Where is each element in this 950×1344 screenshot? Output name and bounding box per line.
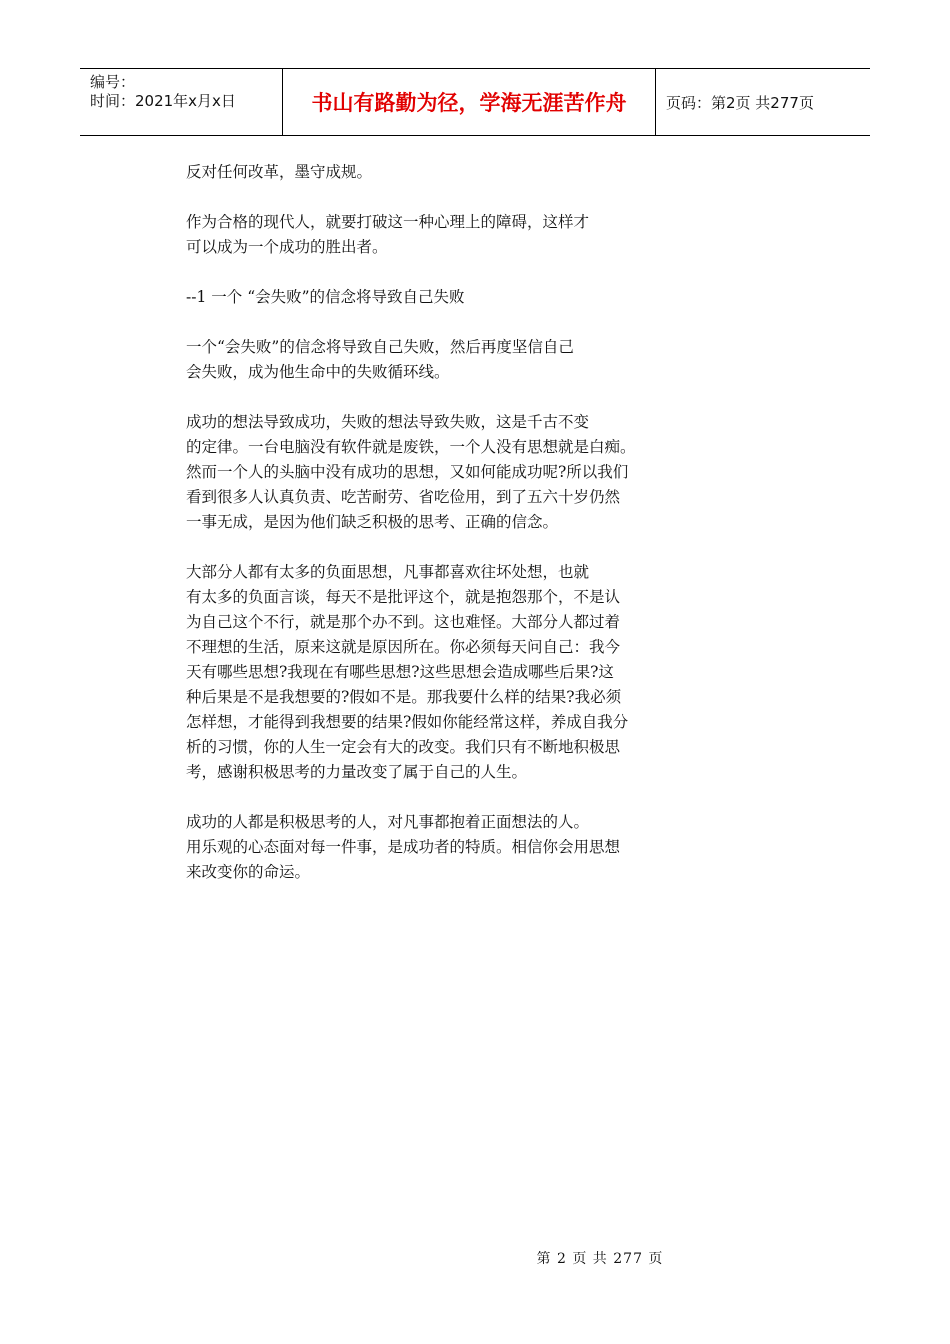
document-date-label: 时间：2021年x月x日	[90, 92, 236, 110]
paragraph-line: 可以成为一个成功的胜出者。	[186, 238, 388, 256]
paragraph-line: 成功的人都是积极思考的人，对凡事都抱着正面想法的人。	[186, 813, 590, 831]
paragraph-line: 成功的想法导致成功，失败的想法导致失败，这是千古不变	[186, 413, 590, 431]
header-meta-cell	[80, 69, 282, 135]
document-body	[186, 160, 676, 910]
document-number-label: 编号：	[90, 73, 136, 91]
paragraph-line: 为自己这个不行，就是那个办不到。这也难怪。大部分人都过着	[186, 613, 621, 631]
paragraph-line: --1 一个 “会失败”的信念将导致自己失败	[186, 288, 465, 306]
header-motto: 书山有路勤为径，学海无涯苦作舟	[311, 91, 627, 115]
paragraph-line: 怎样想，才能得到我想要的结果?假如你能经常这样，养成自我分	[186, 713, 629, 731]
body-paragraph	[186, 335, 676, 385]
paragraph-line: 有太多的负面言谈，每天不是批评这个，就是抱怨那个，不是认	[186, 588, 621, 606]
paragraph-line: 种后果是不是我想要的?假如不是。那我要什么样的结果?我必须	[186, 688, 622, 706]
paragraph-line: 析的习惯，你的人生一定会有大的改变。我们只有不断地积极思	[186, 738, 621, 756]
paragraph-line: 一个“会失败”的信念将导致自己失败，然后再度坚信自己	[186, 338, 574, 356]
body-paragraph	[186, 210, 676, 260]
paragraph-line: 的定律。一台电脑没有软件就是废铁，一个人没有思想就是白痴。	[186, 438, 636, 456]
paragraph-line: 看到很多人认真负责、吃苦耐劳、省吃俭用，到了五六十岁仍然	[186, 488, 621, 506]
header-page-info: 页码：第2页 共277页	[666, 93, 814, 112]
body-paragraph	[186, 560, 676, 785]
paragraph-line: 天有哪些思想?我现在有哪些思想?这些思想会造成哪些后果?这	[186, 663, 614, 681]
document-header	[80, 68, 870, 136]
paragraph-line: 来改变你的命运。	[186, 863, 311, 881]
page-footer: 第 2 页 共 277 页	[536, 1251, 664, 1267]
body-paragraph	[186, 810, 676, 885]
paragraph-line: 然而一个人的头脑中没有成功的思想，又如何能成功呢?所以我们	[186, 463, 629, 481]
paragraph-line: 反对任何改革，墨守成规。	[186, 163, 373, 181]
body-paragraph	[186, 160, 676, 185]
paragraph-line: 会失败，成为他生命中的失败循环线。	[186, 363, 450, 381]
paragraph-line: 考，感谢积极思考的力量改变了属于自己的人生。	[186, 763, 528, 781]
body-paragraph	[186, 285, 676, 310]
paragraph-line: 不理想的生活，原来这就是原因所在。你必须每天问自己：我今	[186, 638, 621, 656]
paragraph-line: 作为合格的现代人，就要打破这一种心理上的障碍，这样才	[186, 213, 590, 231]
paragraph-line: 用乐观的心态面对每一件事，是成功者的特质。相信你会用思想	[186, 838, 621, 856]
paragraph-line: 一事无成，是因为他们缺乏积极的思考、正确的信念。	[186, 513, 559, 531]
body-paragraph	[186, 410, 676, 535]
paragraph-line: 大部分人都有太多的负面思想，凡事都喜欢往坏处想，也就	[186, 563, 590, 581]
